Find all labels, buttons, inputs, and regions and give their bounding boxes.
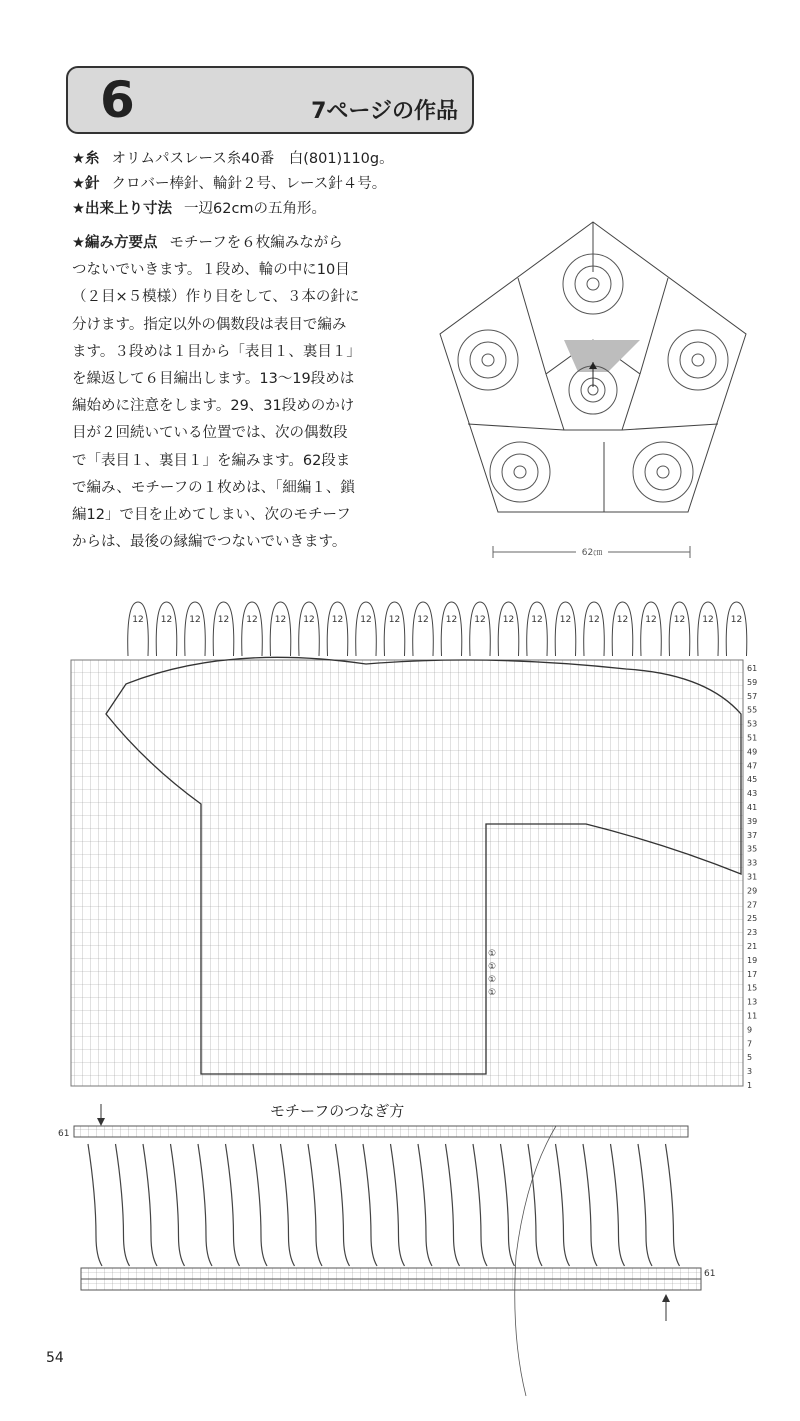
joining-chain (363, 1144, 377, 1266)
chain-loop (498, 602, 519, 656)
loop-label: 12 (502, 615, 515, 625)
chain-loop (242, 602, 263, 656)
joining-chain (446, 1144, 460, 1266)
chain-loop (584, 602, 605, 656)
loop-label: 12 (673, 615, 686, 625)
chain-loop (213, 602, 234, 656)
joining-chain (583, 1144, 597, 1266)
row-marker: ① (488, 949, 497, 959)
row-number: 61 (747, 664, 758, 673)
bottom-row-number: 61 (704, 1269, 716, 1279)
loop-label: 12 (616, 615, 629, 625)
spec-value: 一辺62cmの五角形。 (184, 201, 327, 217)
row-number: 25 (747, 914, 758, 924)
instruction-line: 分けます。指定以外の偶数段は表目で編み (72, 316, 347, 333)
joining-chain (528, 1144, 542, 1266)
row-number: 11 (747, 1011, 758, 1021)
row-number: 33 (747, 858, 758, 868)
row-number: 23 (747, 928, 758, 938)
loop-label: 12 (388, 615, 401, 625)
row-marker: ① (488, 988, 497, 998)
loop-label: 12 (189, 615, 201, 625)
instruction-line: で「表目１、裏目１」を編みます。62段ま (72, 452, 351, 469)
joining-chain (611, 1144, 625, 1266)
pentagon-diagram (428, 212, 758, 572)
loop-label: 12 (531, 615, 543, 625)
row-number: 43 (747, 789, 758, 799)
chain-loop (726, 602, 747, 656)
joining-chain (391, 1144, 405, 1266)
joining-chain (116, 1144, 130, 1266)
loop-label: 12 (303, 615, 315, 625)
loop-label: 12 (730, 615, 743, 625)
row-number: 15 (747, 983, 758, 993)
loop-label: 12 (132, 615, 144, 625)
row-number: 35 (747, 844, 758, 854)
row-number: 41 (747, 803, 758, 812)
joining-title: モチーフのつなぎ方 (270, 1102, 405, 1120)
chain-loop (156, 602, 177, 656)
pattern-number: 6 (100, 71, 135, 129)
instruction-line: からは、最後の縁編でつないでいきます。 (72, 534, 347, 551)
loop-label: 12 (417, 615, 429, 625)
spec-label: ★糸 (72, 151, 100, 167)
joining-chain (198, 1144, 212, 1266)
spec-needles (72, 172, 472, 197)
pattern-header (66, 66, 474, 134)
chain-loop (413, 602, 434, 656)
joining-chain (501, 1144, 515, 1266)
page-number: 54 (46, 1350, 64, 1366)
chain-loop (612, 602, 633, 656)
joining-chain (253, 1144, 267, 1266)
joining-chain (143, 1144, 157, 1266)
instruction-line: 編12」で目を止めてしまい、次のモチーフ (72, 507, 351, 524)
chain-loop (384, 602, 405, 656)
top-row-number: 61 (58, 1129, 70, 1139)
materials-list (72, 147, 472, 222)
chain-loop (527, 602, 548, 656)
row-number: 55 (747, 705, 758, 715)
chain-loop (128, 602, 149, 656)
instruction-line: ★編み方要点 モチーフを６枚編みながら (72, 235, 343, 251)
instruction-line: 目が２回続いている位置では、次の偶数段 (72, 425, 348, 442)
joining-chain (638, 1144, 652, 1266)
loop-label: 12 (645, 615, 657, 625)
loop-label: 12 (331, 615, 344, 625)
joining-chain (336, 1144, 350, 1266)
joining-chain (473, 1144, 487, 1266)
joining-chain (281, 1144, 295, 1266)
loop-label: 12 (274, 615, 287, 625)
row-number: 21 (747, 942, 758, 951)
chain-loop (327, 602, 348, 656)
instruction-line: （２目×５模様）作り目をして、３本の針に (72, 289, 360, 306)
spec-yarn (72, 147, 472, 172)
chain-loop (698, 602, 719, 656)
spec-value: オリムパスレース糸40番 白(801)110g。 (111, 151, 394, 167)
row-number: 45 (747, 775, 758, 785)
loop-label: 12 (160, 615, 173, 625)
loop-label: 12 (445, 615, 458, 625)
joining-chains (88, 1144, 680, 1266)
row-number: 13 (747, 997, 758, 1007)
row-number: 5 (747, 1053, 753, 1063)
loop-label: 12 (474, 615, 486, 625)
row-number: 27 (747, 900, 758, 910)
chain-loop (270, 602, 291, 656)
joining-chain (226, 1144, 240, 1266)
row-number: 57 (747, 691, 758, 701)
spec-size (72, 197, 472, 222)
joining-chain (418, 1144, 432, 1266)
row-number: 39 (747, 816, 758, 826)
joining-chain (666, 1144, 680, 1266)
knitting-chart (66, 594, 766, 1094)
row-number: 53 (747, 719, 758, 729)
instruction-line: つないでいきます。１段め、輪の中に10目 (72, 262, 350, 279)
loop-label: 12 (246, 615, 258, 625)
spec-label: ★出来上り寸法 (72, 201, 172, 217)
instruction-line: 編始めに注意をします。29、31段めのかけ (72, 398, 355, 415)
row-number: 37 (747, 830, 758, 840)
instructions (72, 230, 427, 556)
chain-loop (299, 602, 320, 656)
row-number: 29 (747, 886, 758, 896)
spec-value: クロバー棒針、輪針２号、レース針４号。 (111, 176, 387, 192)
joining-diagram (56, 1096, 716, 1416)
row-number: 49 (747, 747, 758, 757)
loop-label: 12 (217, 615, 230, 625)
chart-loops (128, 602, 747, 656)
chain-loop (185, 602, 206, 656)
loop-label: 12 (559, 615, 572, 625)
instruction-line: で編み、モチーフの１枚めは、「細編１、鎖 (72, 479, 355, 496)
row-number: 31 (747, 872, 758, 882)
loop-label: 12 (588, 615, 600, 625)
joining-chain (88, 1144, 102, 1266)
row-number: 19 (747, 955, 758, 965)
instruction-line: ます。３段めは１目から「表目１、裏目１」 (72, 343, 361, 360)
instruction-label: ★編み方要点 (72, 235, 158, 251)
row-number: 17 (747, 969, 758, 979)
spec-label: ★針 (72, 176, 100, 192)
chain-loop (470, 602, 491, 656)
loop-label: 12 (360, 615, 372, 625)
joining-chain (171, 1144, 185, 1266)
instruction-line: を繰返して６目編出します。13〜19段めは (72, 371, 355, 388)
row-number: 1 (747, 1081, 753, 1090)
row-marker: ① (488, 975, 497, 985)
pattern-title: 7ページの作品 (311, 99, 458, 124)
row-number: 9 (747, 1025, 753, 1035)
chain-loop (669, 602, 690, 656)
row-number: 51 (747, 733, 758, 743)
chain-loop (555, 602, 576, 656)
joining-chain (556, 1144, 570, 1266)
chain-loop (441, 602, 462, 656)
row-marker: ① (488, 962, 497, 972)
row-number: 3 (747, 1067, 753, 1077)
row-number: 59 (747, 677, 758, 687)
loop-label: 12 (702, 615, 714, 625)
row-number: 7 (747, 1039, 753, 1049)
dimension-label: 62㎝ (581, 548, 603, 558)
chain-loop (356, 602, 377, 656)
joining-chain (308, 1144, 322, 1266)
chain-loop (641, 602, 662, 656)
row-number: 47 (747, 761, 758, 771)
